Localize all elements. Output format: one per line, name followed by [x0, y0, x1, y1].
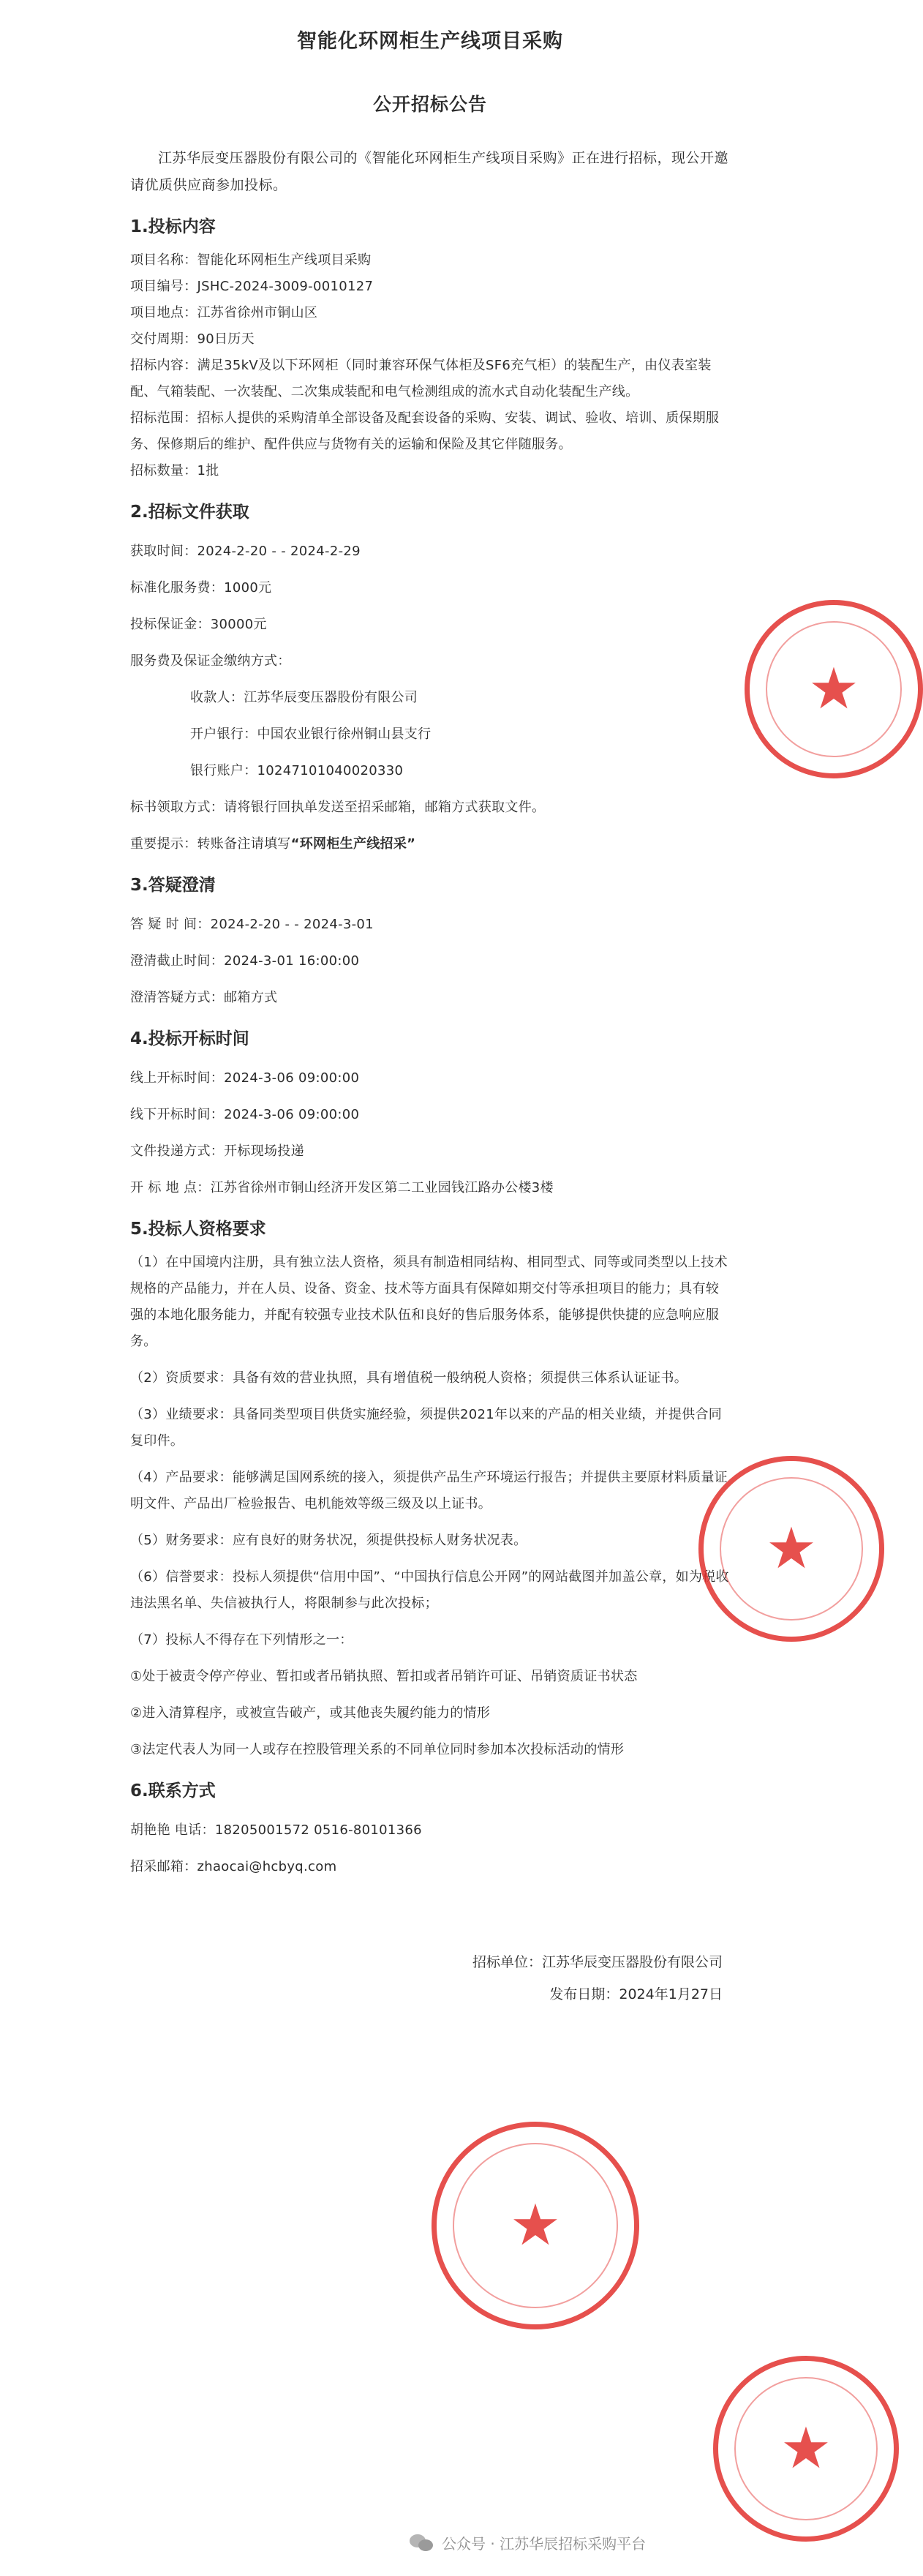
project-name: 项目名称：智能化环网柜生产线项目采购: [130, 252, 372, 268]
bid-deposit: 投标保证金：30000元: [130, 617, 267, 632]
important-notice-label: 重要提示：转账备注请填写: [130, 836, 291, 852]
section-bid-opening: [130, 1023, 730, 1201]
company-seal-signature: [432, 2122, 639, 2329]
requirement-3: （3）业绩要求：具备同类型项目供货实施经验，须提供2021年以来的产品的相关业绩，并提供合同复印件。: [130, 1407, 723, 1449]
company-seal-middle: [698, 1456, 884, 1642]
requirement-5: （5）财务要求：应有良好的财务状况，须提供投标人财务状况表。: [130, 1533, 527, 1548]
contact-person: 胡艳艳 电话：18205001572 0516-80101366: [130, 1822, 422, 1838]
document-delivery-method: 文件投递方式：开标现场投递: [130, 1144, 304, 1159]
requirement-7: （7）投标人不得存在下列情形之一：: [130, 1632, 353, 1648]
company-seal-top: [745, 600, 923, 778]
section-heading: 1.投标内容: [130, 217, 216, 236]
seal-star-icon: ★: [766, 1516, 817, 1582]
document-title: 智能化环网柜生产线项目采购: [297, 30, 563, 53]
issuing-organization: 招标单位：江苏华辰变压器股份有限公司: [472, 1954, 723, 1970]
bid-quantity: 招标数量：1批: [130, 463, 219, 478]
delivery-period: 交付周期：90日历天: [130, 331, 255, 347]
wechat-icon: [410, 2533, 434, 2552]
section-heading: 5.投标人资格要求: [130, 1220, 266, 1239]
wechat-account-footer[interactable]: [410, 2520, 646, 2564]
payment-method-title: 服务费及保证金缴纳方式：: [130, 653, 291, 669]
section-clarification: [130, 869, 730, 1011]
important-notice-remark: “环网柜生产线招采”: [290, 836, 416, 852]
intro-paragraph: 江苏华辰变压器股份有限公司的《智能化环网柜生产线项目采购》正在进行招标，现公开邀请优质供应商参加投标。: [130, 150, 729, 193]
section-heading: 2.招标文件获取: [130, 503, 249, 522]
bid-content: 招标内容：满足35kV及以下环网柜（同时兼容环保气体柜及SF6充气柜）的装配生产，由仪表室装配、气箱装配、一次装配、二次集成装配和电气检测组成的流水式自动化装配生产线。: [130, 358, 712, 399]
project-location: 项目地点：江苏省徐州市铜山区: [130, 305, 318, 320]
important-notice: [130, 831, 730, 857]
bank-account: 银行账户：10247101040020330: [190, 763, 404, 778]
exclusion-3: ③法定代表人为同一人或存在控股管理关系的不同单位同时参加本次投标活动的情形: [130, 1742, 625, 1757]
requirement-1: （1）在中国境内注册，具有独立法人资格，须具有制造相同结构、相同型式、同等或同类型以上技术规格的产品能力，并在人员、设备、资金、技术等方面具有保障如期交付等承担项目的能力；具有较强的本地化服务能力，并配有较强专业技术队伍和良好的售后服务体系，能够提供快捷的应急响应服务。: [130, 1255, 728, 1349]
qa-period: 答 疑 时 间：2024-2-20 - - 2024-3-01: [130, 917, 374, 932]
announcement-document: [130, 22, 730, 2010]
section-tender-documents: [130, 496, 730, 857]
bid-scope: 招标范围：招标人提供的采购清单全部设备及配套设备的采购、安装、调试、验收、培训、质保期服务、保修期后的维护、配件供应与货物有关的运输和保险及其它伴随服务。: [130, 410, 720, 452]
requirement-6: （6）信誉要求：投标人须提供“信用中国”、“中国执行信息公开网”的网站截图并加盖公章，如为税收违法黑名单、失信被执行人，将限制参与此次投标；: [130, 1569, 729, 1611]
seal-star-icon: ★: [510, 2193, 561, 2258]
seal-star-icon: ★: [780, 2416, 832, 2482]
requirement-4: （4）产品要求：能够满足国网系统的接入，须提供产品生产环境运行报告；并提供主要原材料质量证明文件、产品出厂检验报告、电机能效等级三级及以上证书。: [130, 1470, 728, 1512]
section-heading: 4.投标开标时间: [130, 1029, 249, 1048]
contact-email: 招采邮箱：zhaocai@hcbyq.com: [130, 1859, 337, 1874]
clarification-method: 澄清答疑方式：邮箱方式: [130, 990, 278, 1005]
section-heading: 6.联系方式: [130, 1781, 216, 1800]
section-heading: 3.答疑澄清: [130, 876, 216, 895]
requirement-2: （2）资质要求：具备有效的营业执照，具有增值税一般纳税人资格；须提供三体系认证证书。: [130, 1370, 688, 1386]
wechat-account-label: 公众号 · 江苏华辰招标采购平台: [442, 2534, 647, 2553]
document-pickup-method: 标书领取方式：请将银行回执单发送至招采邮箱，邮箱方式获取文件。: [130, 800, 546, 815]
publish-date: 发布日期：2024年1月27日: [549, 1986, 723, 2002]
company-seal-bottom: [713, 2356, 899, 2542]
document-subtitle: 公开招标公告: [372, 94, 487, 115]
project-code: 项目编号：JSHC-2024-3009-0010127: [130, 279, 374, 294]
service-fee: 标准化服务费：1000元: [130, 580, 272, 596]
section-qualification: [130, 1213, 730, 1763]
seal-star-icon: ★: [808, 656, 859, 722]
signature-block: [130, 1946, 730, 2010]
section-bid-content: [130, 211, 730, 484]
offline-opening-time: 线下开标时间：2024-3-06 09:00:00: [130, 1107, 360, 1122]
section-contact: [130, 1775, 730, 1880]
payee: 收款人：江苏华辰变压器股份有限公司: [190, 690, 418, 705]
exclusion-2: ②进入清算程序，或被宣告破产，或其他丧失履约能力的情形: [130, 1705, 491, 1721]
online-opening-time: 线上开标时间：2024-3-06 09:00:00: [130, 1070, 360, 1086]
acquisition-period: 获取时间：2024-2-20 - - 2024-2-29: [130, 544, 361, 559]
opening-place: 开 标 地 点：江苏省徐州市铜山经济开发区第二工业园钱江路办公楼3楼: [130, 1180, 554, 1195]
clarification-deadline: 澄清截止时间：2024-3-01 16:00:00: [130, 953, 360, 969]
exclusion-1: ①处于被责令停产停业、暂扣或者吊销执照、暂扣或者吊销许可证、吊销资质证书状态: [130, 1669, 638, 1684]
bank-name: 开户银行：中国农业银行徐州铜山县支行: [190, 726, 432, 742]
